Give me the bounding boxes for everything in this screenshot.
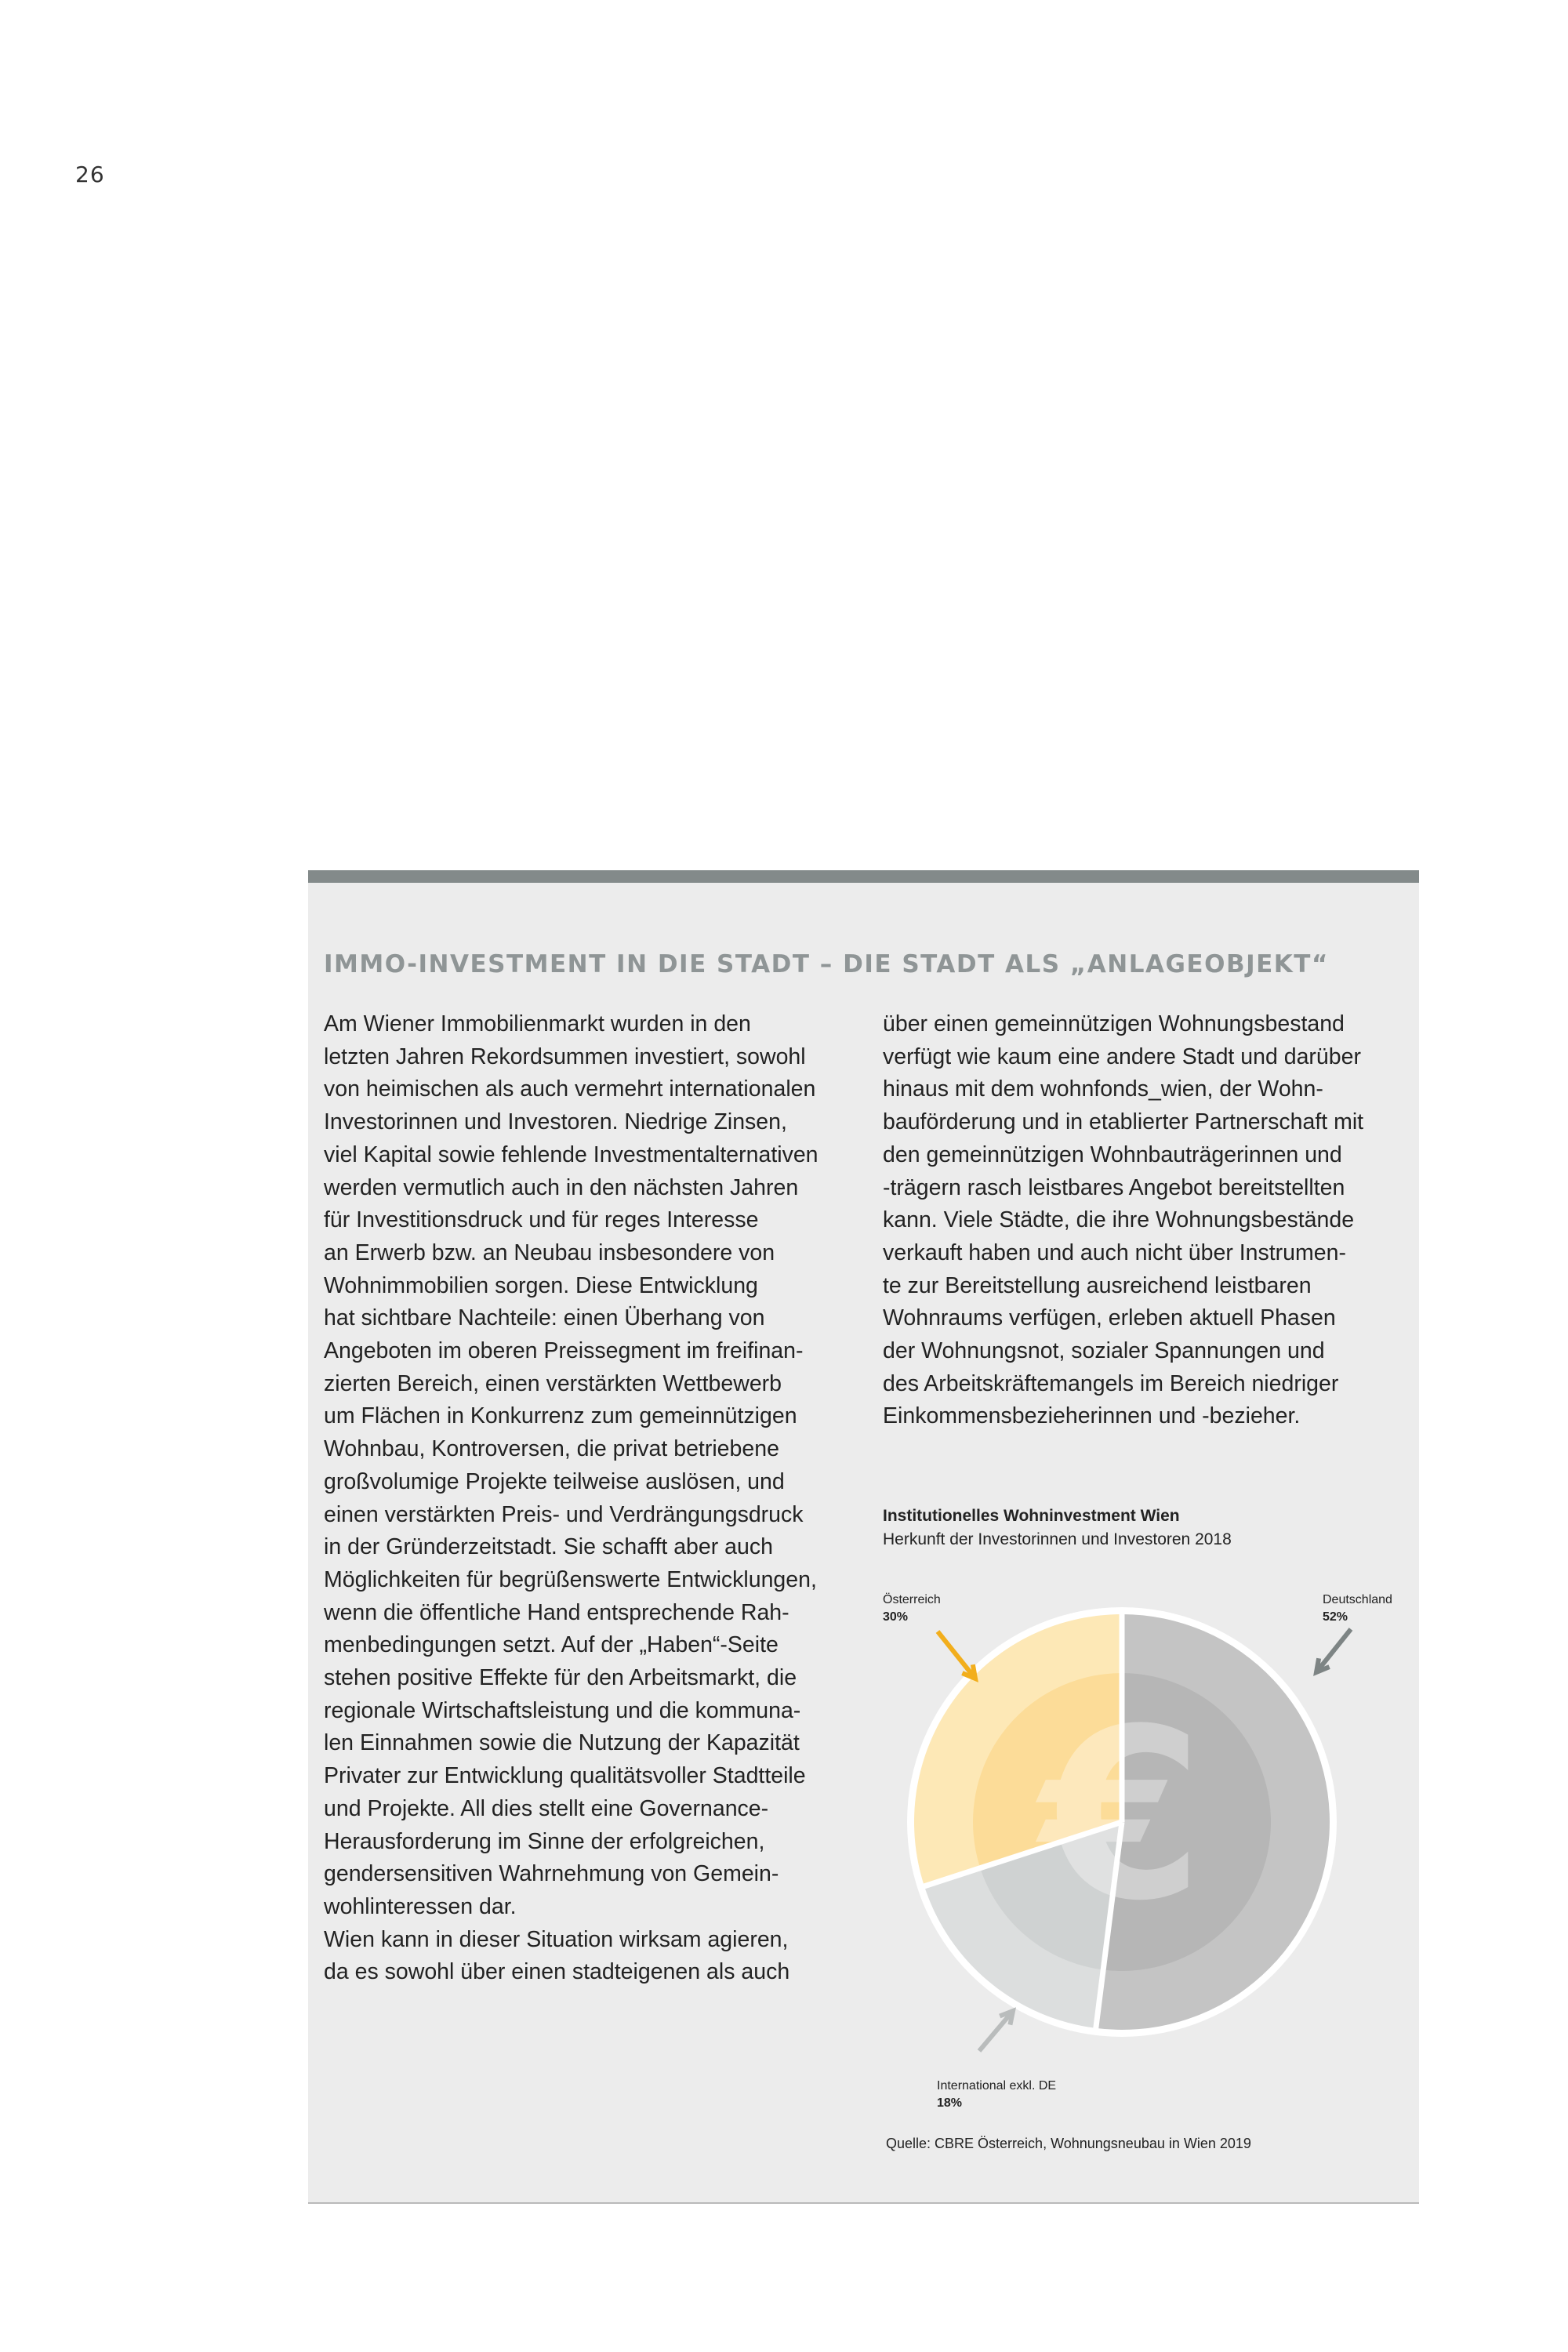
arrow-deutschland-shaft: [1316, 1629, 1351, 1672]
left-column-line: Privater zur Entwicklung qualitätsvoller Stadtteile: [324, 1763, 806, 1789]
left-column-line: viel Kapital sowie fehlende Investmentalternativen: [324, 1142, 818, 1167]
left-column-line: wohlinteressen dar.: [324, 1893, 517, 1919]
right-column-line: verfügt wie kaum eine andere Stadt und darüber: [883, 1044, 1361, 1069]
left-column-line: Wien kann in dieser Situation wirksam agieren,: [324, 1926, 789, 1952]
left-column-line: Möglichkeiten für begrüßenswerte Entwicklungen,: [324, 1566, 817, 1592]
left-column-line: regionale Wirtschaftsleistung und die kommuna-: [324, 1697, 801, 1723]
label-oesterreich-name: Österreich: [883, 1593, 941, 1606]
left-column-line: len Einnahmen sowie die Nutzung der Kapazität: [324, 1730, 800, 1756]
left-column-line: Wohnbau, Kontroversen, die privat betriebene: [324, 1436, 779, 1462]
left-column-line: großvolumige Projekte teilweise auslösen, und: [324, 1468, 785, 1494]
right-column-line: hinaus mit dem wohnfonds_wien, der Wohn-: [883, 1076, 1323, 1102]
left-column-line: und Projekte. All dies stellt eine Governance-: [324, 1795, 769, 1821]
left-column-line: gendersensitiven Wahrnehmung von Gemein-: [324, 1861, 779, 1887]
right-column-line: Wohnraums verfügen, erleben aktuell Phasen: [883, 1305, 1336, 1331]
left-column-line: wenn die öffentliche Hand entsprechende Rah-: [324, 1599, 789, 1625]
info-box: [308, 870, 1419, 2204]
pie-chart: [883, 1573, 1408, 2090]
left-column-line: letzten Jahren Rekordsummen investiert, sowohl: [324, 1044, 806, 1069]
chart-subtitle: Herkunft der Investorinnen und Investoren 2018: [883, 1530, 1232, 1548]
left-column-line: hat sichtbare Nachteile: einen Überhang von: [324, 1305, 765, 1331]
label-deutschland-value: 52%: [1323, 1610, 1348, 1624]
page-number: 26: [75, 162, 105, 187]
label-deutschland: [1323, 1592, 1392, 1626]
left-column-line: Angeboten im oberen Preissegment im freifinan-: [324, 1338, 804, 1364]
right-column-text: [883, 1008, 1408, 1433]
left-column-line: Investorinnen und Investoren. Niedrige Zinsen,: [324, 1109, 787, 1135]
label-international-value: 18%: [937, 2096, 963, 2110]
right-column-line: bauförderung und in etablierter Partnerschaft mit: [883, 1109, 1364, 1135]
right-column-line: über einen gemeinnützigen Wohnungsbestand: [883, 1011, 1345, 1036]
left-column-line: um Flächen in Konkurrenz zum gemeinnützigen: [324, 1403, 797, 1429]
box-title: IMMO-INVESTMENT IN DIE STADT – DIE STADT ALS „ANLAGEOBJEKT“: [324, 950, 1329, 978]
left-column-line: von heimischen als auch vermehrt internationalen: [324, 1076, 816, 1102]
left-column-line: Am Wiener Immobilienmarkt wurden in den: [324, 1011, 751, 1036]
label-international-name: International exkl. DE: [937, 2079, 1057, 2092]
left-column-text: [324, 1008, 865, 1989]
left-column-line: für Investitionsdruck und für reges Interesse: [324, 1207, 759, 1233]
left-column-line: menbedingungen setzt. Auf der „Haben“-Seite: [324, 1632, 779, 1658]
left-column-line: Wohnimmobilien sorgen. Diese Entwicklung: [324, 1272, 758, 1298]
left-column-line: einen verstärkten Preis- und Verdrängungsdruck: [324, 1501, 804, 1527]
right-column-line: den gemeinnützigen Wohnbauträgerinnen und: [883, 1142, 1342, 1167]
label-oesterreich: [883, 1592, 941, 1626]
arrow-international-shaft: [979, 2011, 1013, 2051]
right-column-line: des Arbeitskräftemangels im Bereich niedriger: [883, 1370, 1339, 1396]
left-column-line: da es sowohl über einen stadteigenen als auch: [324, 1959, 790, 1985]
right-column-line: Einkommensbezieherinnen und -bezieher.: [883, 1403, 1301, 1429]
left-column-line: zierten Bereich, einen verstärkten Wettbewerb: [324, 1370, 782, 1396]
label-international: [937, 2078, 1056, 2112]
left-column-line: Herausforderung im Sinne der erfolgreichen,: [324, 1828, 765, 1854]
right-column-line: der Wohnungsnot, sozialer Spannungen und: [883, 1338, 1325, 1364]
right-column-line: kann. Viele Städte, die ihre Wohnungsbestände: [883, 1207, 1355, 1233]
left-column-line: in der Gründerzeitstadt. Sie schafft aber auch: [324, 1534, 773, 1560]
arrow-oesterreich-shaft: [938, 1632, 975, 1679]
right-column-line: verkauft haben und auch nicht über Instrumen-: [883, 1240, 1346, 1265]
left-column-line: stehen positive Effekte für den Arbeitsmarkt, die: [324, 1665, 797, 1691]
left-column-line: an Erwerb bzw. an Neubau insbesondere von: [324, 1240, 775, 1265]
euro-symbol: €: [1040, 1679, 1204, 1952]
label-deutschland-name: Deutschland: [1323, 1593, 1392, 1606]
chart-title: Institutionelles Wohninvestment Wien: [883, 1507, 1180, 1525]
chart-source: Quelle: CBRE Österreich, Wohnungsneubau in Wien 2019: [886, 2136, 1251, 2151]
right-column-line: -trägern rasch leistbares Angebot bereitstellten: [883, 1174, 1345, 1200]
label-oesterreich-value: 30%: [883, 1610, 909, 1624]
left-column-line: werden vermutlich auch in den nächsten Jahren: [324, 1174, 799, 1200]
right-column-line: te zur Bereitstellung ausreichend leistbaren: [883, 1272, 1312, 1298]
